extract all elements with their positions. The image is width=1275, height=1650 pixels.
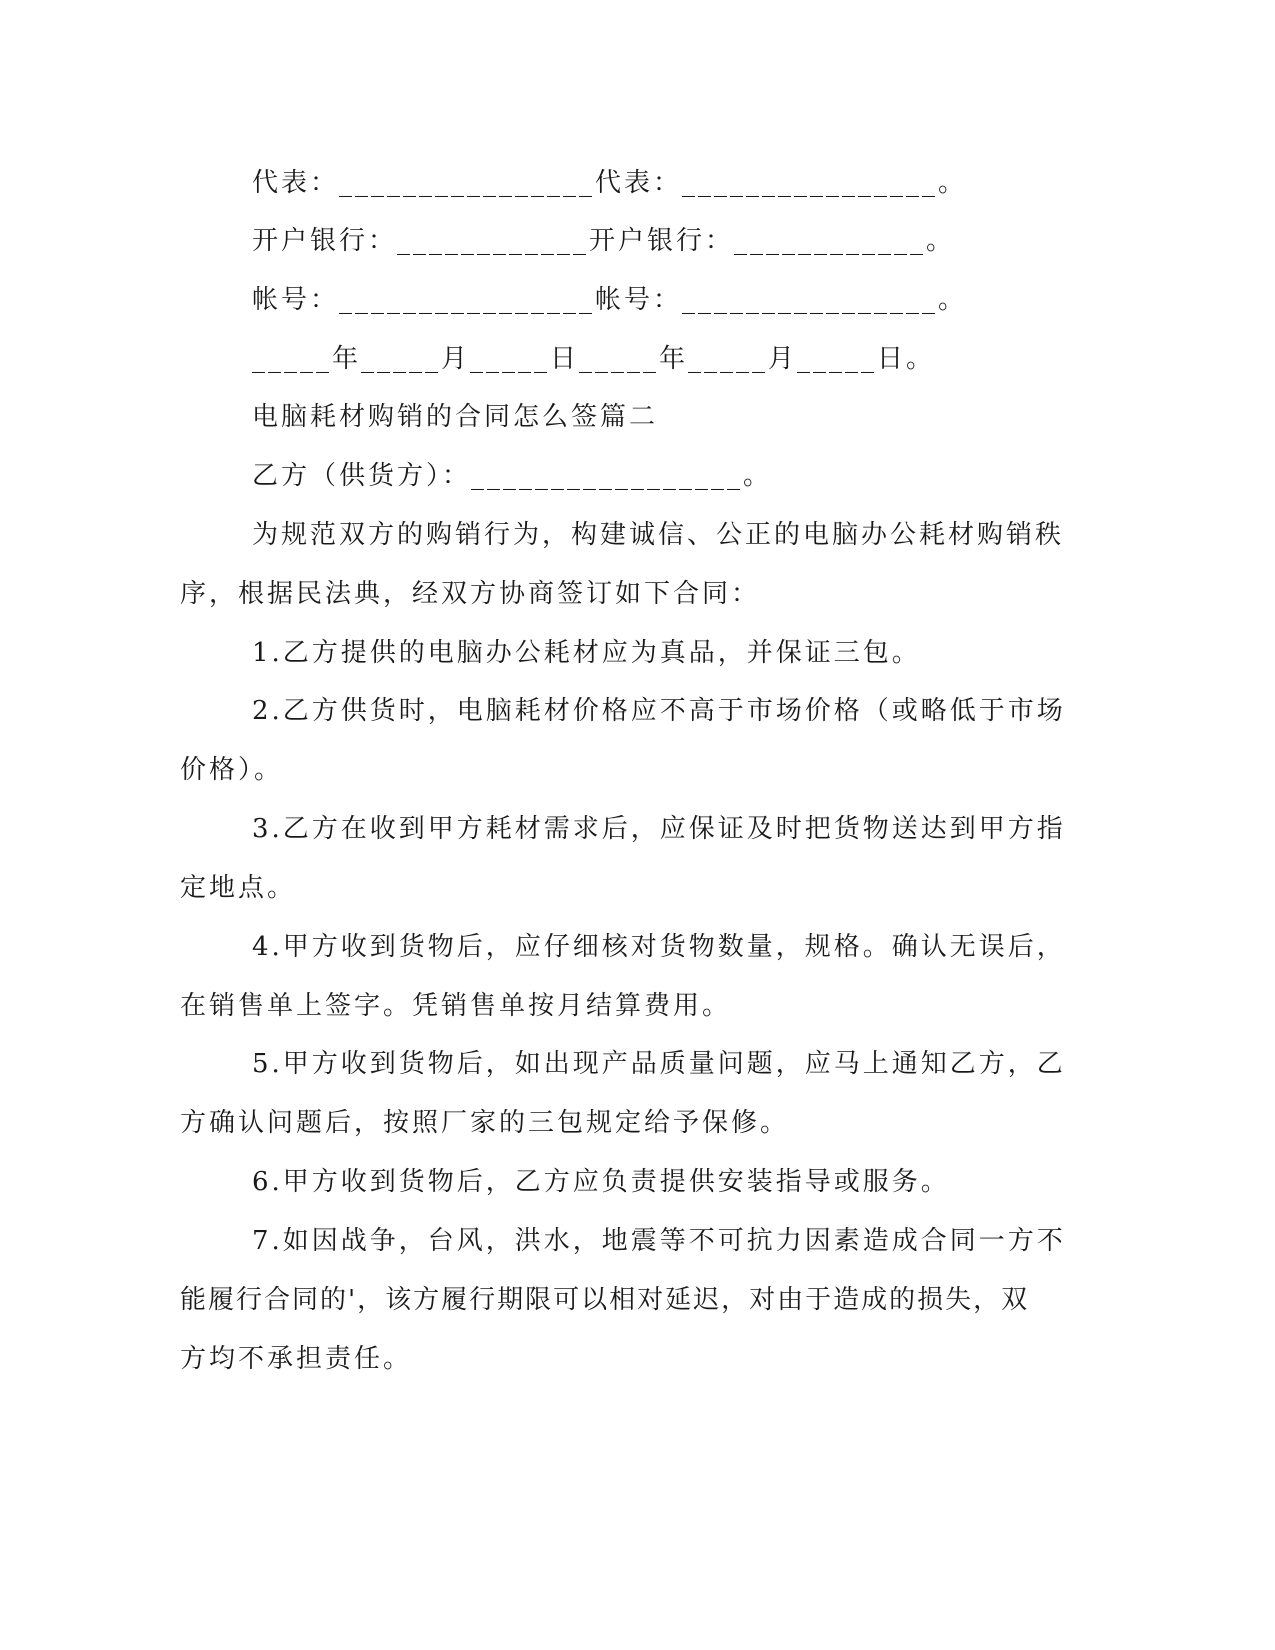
clause-4-line-1: 4.甲方收到货物后，应仔细核对货物数量，规格。确认无误后，	[252, 932, 1066, 962]
clause-2-line-1: 2.乙方供货时，电脑耗材价格应不高于市场价格（或略低于市场	[252, 696, 1066, 726]
clause-7-line-2: 能履行合同的'，该方履行期限可以相对延迟，对由于造成的损失，双	[180, 1285, 1030, 1315]
clause-7-line-1: 7.如因战争，台风，洪水，地震等不可抗力因素造成合同一方不	[252, 1226, 1066, 1256]
bank-line: 开户银行：____________开户银行：____________。	[252, 226, 956, 256]
clause-2-line-2: 价格）。	[180, 755, 284, 785]
clause-5-line-1: 5.甲方收到货物后，如出现产品质量问题，应马上通知乙方，乙	[252, 1049, 1066, 1079]
clause-4-line-2: 在销售单上签字。凭销售单按月结算费用。	[180, 991, 732, 1021]
clause-3-line-2: 定地点。	[180, 873, 297, 903]
representative-line: 代表：________________代表：________________。	[252, 168, 968, 198]
clause-5-line-2: 方确认问题后，按照厂家的三包规定给予保修。	[180, 1108, 790, 1138]
account-line: 帐号：________________帐号：________________。	[252, 285, 968, 315]
clause-1: 1.乙方提供的电脑办公耗材应为真品，并保证三包。	[252, 638, 921, 668]
date-line: _____年_____月_____日_____年_____月_____日。	[252, 344, 936, 374]
clause-7-line-3: 方均不承担责任。	[180, 1344, 413, 1374]
party-b-line: 乙方（供货方）：_________________。	[252, 461, 773, 491]
intro-line-1: 为规范双方的购销行为，构建诚信、公正的电脑办公耗材购销秩	[252, 520, 1065, 550]
intro-line-2: 序，根据民法典，经双方协商签订如下合同：	[180, 579, 761, 609]
section-heading: 电脑耗材购销的合同怎么签篇二	[252, 402, 659, 432]
clause-6: 6.甲方收到货物后，乙方应负责提供安装指导或服务。	[252, 1167, 950, 1197]
clause-3-line-1: 3.乙方在收到甲方耗材需求后，应保证及时把货物送达到甲方指	[252, 814, 1066, 844]
